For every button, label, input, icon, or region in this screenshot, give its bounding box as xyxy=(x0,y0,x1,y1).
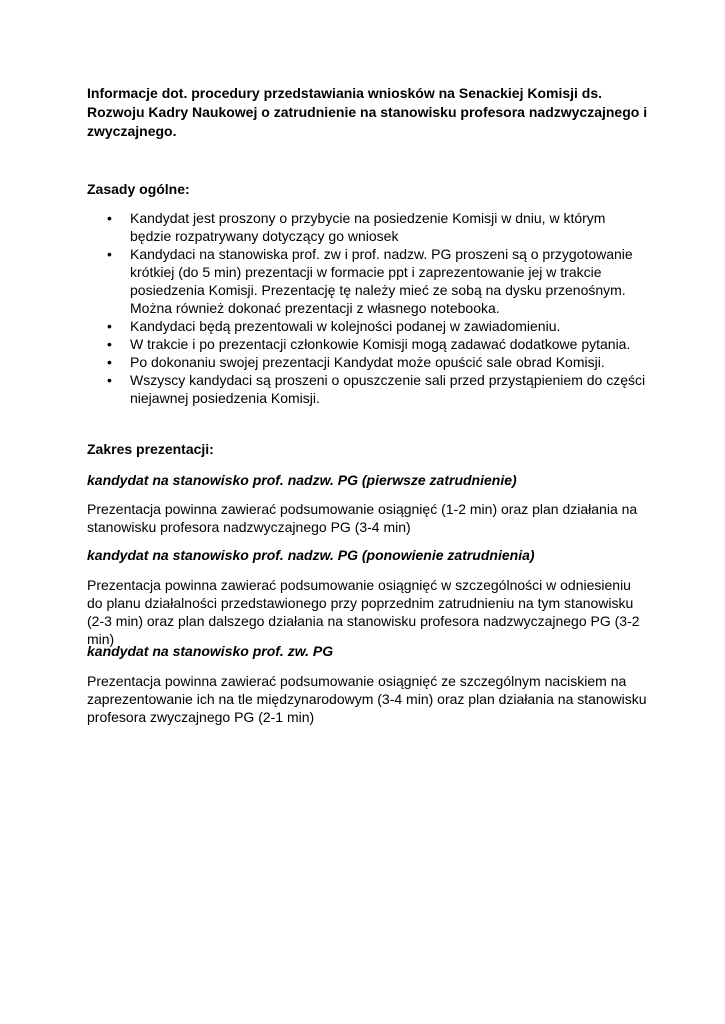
list-item-text: Wszyscy kandydaci są proszeni o opuszczenie sali przed przystąpieniem do części niejawnej posiedzenia Komisji. xyxy=(130,372,646,406)
section-paragraph: Prezentacja powinna zawierać podsumowanie osiągnięć (1-2 min) oraz plan działania na stanowisku profesora nadzwyczajnego PG (3-4 min) xyxy=(87,501,638,535)
list-item-text: Kandydaci będą prezentowali w kolejności podanej w zawiadomieniu. xyxy=(130,318,561,334)
general-rules-list xyxy=(87,209,647,407)
list-item xyxy=(87,353,647,371)
section-subheading: kandydat na stanowisko prof. nadzw. PG (ponowienie zatrudnienia) xyxy=(87,547,535,563)
bullet-icon: • xyxy=(107,318,112,334)
list-item-text: Po dokonaniu swojej prezentacji Kandydat może opuścić sale obrad Komisji. xyxy=(130,354,605,370)
list-item xyxy=(87,371,647,407)
list-item xyxy=(87,335,647,353)
bullet-icon: • xyxy=(107,336,112,352)
section-paragraph: Prezentacja powinna zawierać podsumowanie osiągnięć ze szczególnym naciskiem na zaprezentowanie ich na tle międzynarodowym (3-4 min) oraz plan działania na stanowisku profesora zwyczajnego PG (2-1 min) xyxy=(87,673,647,725)
general-rules-heading: Zasady ogólne: xyxy=(87,181,190,197)
list-item xyxy=(87,245,647,317)
bullet-icon: • xyxy=(107,246,112,262)
bullet-icon: • xyxy=(107,372,112,388)
list-item-text: W trakcie i po prezentacji członkowie Komisji mogą zadawać dodatkowe pytania. xyxy=(130,336,631,352)
bullet-icon: • xyxy=(107,210,112,226)
bullet-icon: • xyxy=(107,354,112,370)
section-subheading: kandydat na stanowisko prof. nadzw. PG (pierwsze zatrudnienie) xyxy=(87,472,517,488)
list-item-text: Kandydaci na stanowiska prof. zw i prof. nadzw. PG proszeni są o przygotowanie krótkiej (do 5 min) prezentacji w formacie ppt i zaprezentowanie jej w trakcie posiedzenia Komisji. Prezentację tę należy mieć ze sobą na dysku przenośnym. Można również dokonać prezentacji z własnego notebooka. xyxy=(130,246,633,316)
list-item xyxy=(87,209,647,245)
list-item xyxy=(87,317,647,335)
section-paragraph: Prezentacja powinna zawierać podsumowanie osiągnięć w szczególności w odniesieniu do planu działalności przedstawionego przy poprzednim zatrudnieniu na tym stanowisku (2-3 min) oraz plan dalszego działania na stanowisku profesora nadzwyczajnego PG (3-2 min) xyxy=(87,577,640,647)
presentation-scope-heading: Zakres prezentacji: xyxy=(87,441,214,457)
section-subheading: kandydat na stanowisko prof. zw. PG xyxy=(87,643,334,659)
list-item-text: Kandydat jest proszony o przybycie na posiedzenie Komisji w dniu, w którym będzie rozpatrywany dotyczący go wniosek xyxy=(130,210,606,244)
document-title: Informacje dot. procedury przedstawiania wniosków na Senackiej Komisji ds. Rozwoju Kadry Naukowej o zatrudnienie na stanowisku profesora nadzwyczajnego i zwyczajnego. xyxy=(87,85,648,139)
